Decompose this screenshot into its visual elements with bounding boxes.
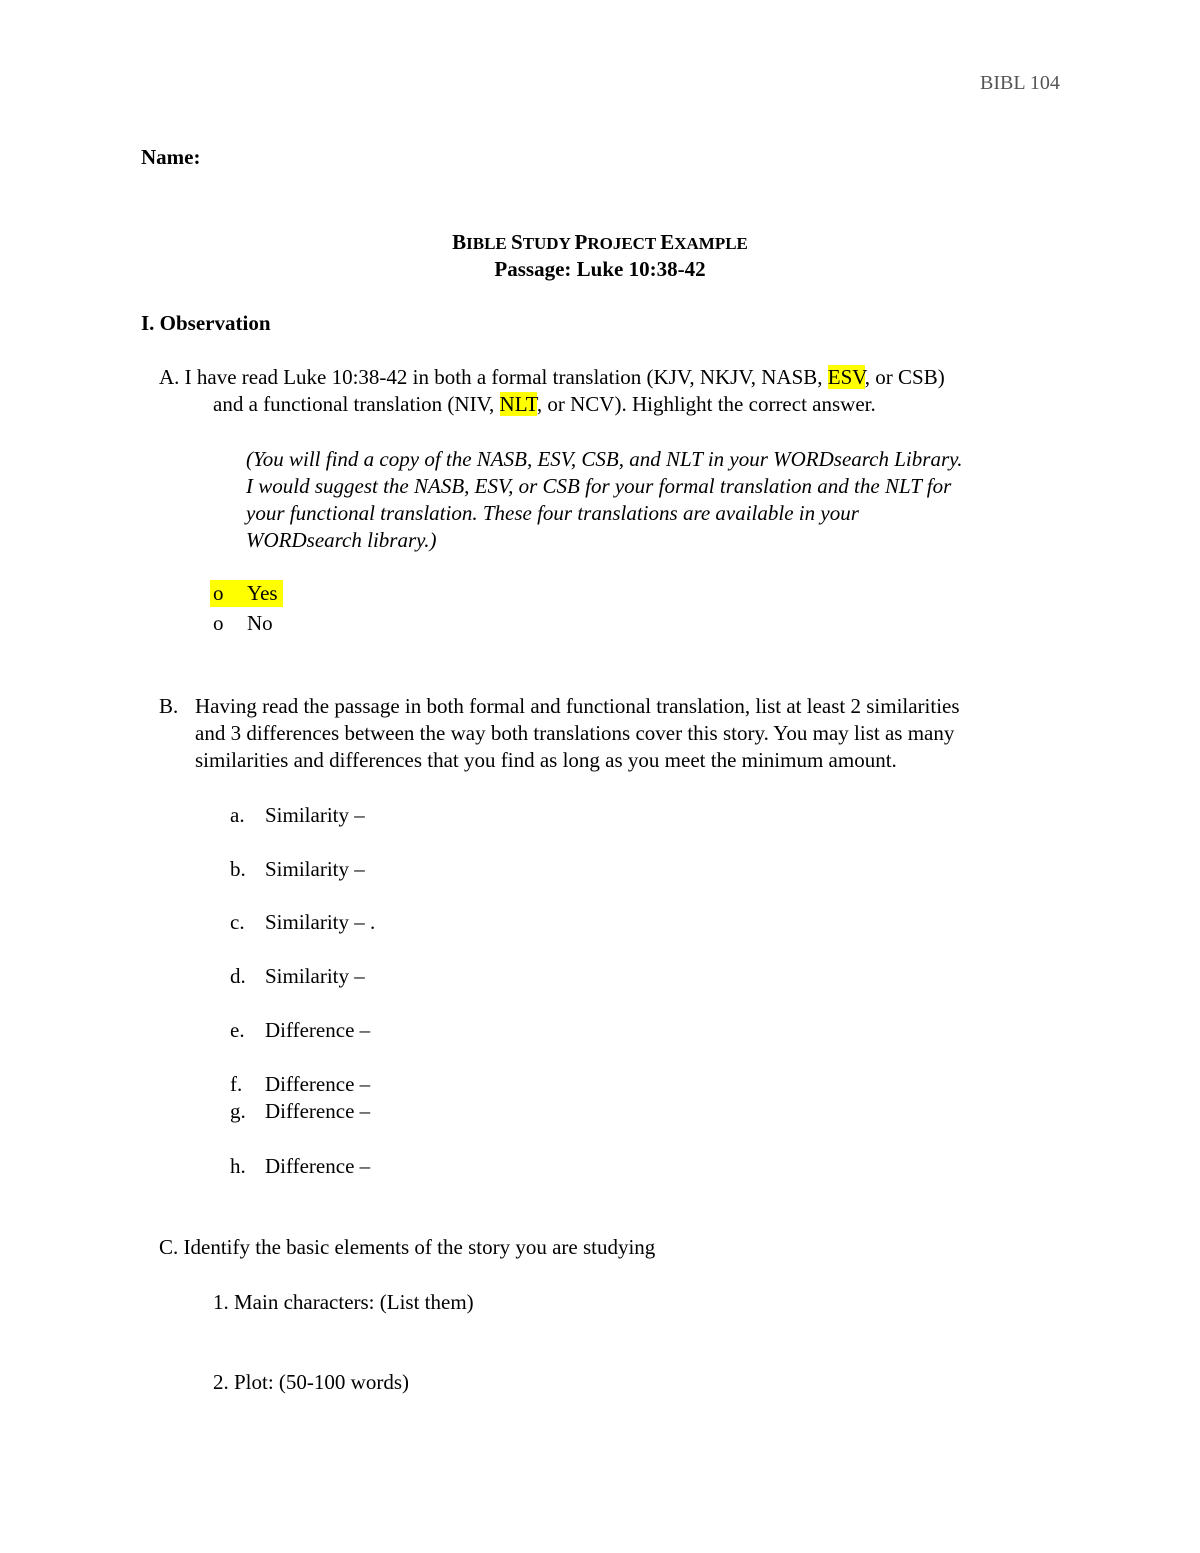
passage-reference: Passage: Luke 10:38-42 [494,257,706,281]
list-text: Similarity – [265,857,365,881]
list-text: Similarity – [265,803,365,827]
course-code-header: BIBL 104 [980,72,1060,94]
list-letter: e. [230,1018,245,1042]
list-item [230,1098,370,1125]
list-letter: f. [230,1072,243,1096]
option-bullet: o [213,581,224,605]
title-part: E [660,230,675,254]
list-item [230,1017,370,1044]
item-a-text-pre: and a functional translation (NIV, [213,392,500,416]
list-letter: a. [230,803,245,827]
option-yes[interactable] [210,580,283,607]
list-item [230,802,365,829]
highlight-nlt: NLT [499,392,537,416]
item-b-line: and 3 differences between the way both translations cover this story. You may list as many [195,721,955,745]
list-letter: b. [230,857,246,881]
title-part: IBLE [466,234,511,253]
section-heading-observation: I. Observation [141,311,271,335]
list-text: Difference – [265,1099,371,1123]
list-letter: d. [230,964,246,988]
list-text: Difference – [265,1018,371,1042]
name-label: Name: [141,145,201,169]
list-item [230,1071,370,1098]
item-a-text-pre: I have read Luke 10:38-42 in both a formal translation (KJV, NKJV, NASB, [184,365,828,389]
highlight-esv: ESV [827,365,865,389]
option-label: No [247,611,273,635]
option-no[interactable] [210,610,283,637]
item-a-text-post: , or CSB) [864,365,945,389]
note-line: WORDsearch library.) [246,528,437,552]
list-letter: g. [230,1099,246,1123]
list-text: Similarity – [265,964,365,988]
note-line: I would suggest the NASB, ESV, or CSB for your formal translation and the NLT for [246,474,952,498]
note-line: (You will find a copy of the NASB, ESV, CSB, and NLT in your WORDsearch Library. [246,447,963,471]
list-item [230,909,375,936]
item-a-text-post: , or NCV). Highlight the correct answer. [536,392,876,416]
item-c-line: C. Identify the basic elements of the story you are studying [159,1235,656,1259]
option-label: Yes [247,581,278,605]
item-a-line-2 [213,391,876,418]
item-a-line-1 [159,364,945,391]
item-a-marker: A. [159,365,180,389]
title-part: P [574,230,588,254]
list-letter: c. [230,910,245,934]
list-item [230,856,365,883]
list-item [230,1153,370,1180]
title-part: TUDY [522,234,575,253]
note-line: your functional translation. These four translations are available in your [246,501,859,525]
list-text: Similarity – . [265,910,376,934]
title-part: ROJECT [587,234,661,253]
option-bullet: o [213,611,224,635]
document-title [0,229,1200,257]
item-b-line: Having read the passage in both formal and functional translation, list at least 2 similarities [195,694,960,718]
list-letter: h. [230,1154,246,1178]
list-text: Difference – [265,1072,371,1096]
title-part: B [452,230,467,254]
title-part: XAMPLE [674,234,748,253]
title-part: S [511,230,523,254]
item-c-sub-main-characters: 1. Main characters: (List them) [213,1290,474,1314]
item-b-line: similarities and differences that you find as long as you meet the minimum amount. [195,748,897,772]
list-text: Difference – [265,1154,371,1178]
item-b-marker: B. [159,694,179,718]
item-c-sub-plot: 2. Plot: (50-100 words) [213,1370,409,1394]
list-item [230,963,365,990]
